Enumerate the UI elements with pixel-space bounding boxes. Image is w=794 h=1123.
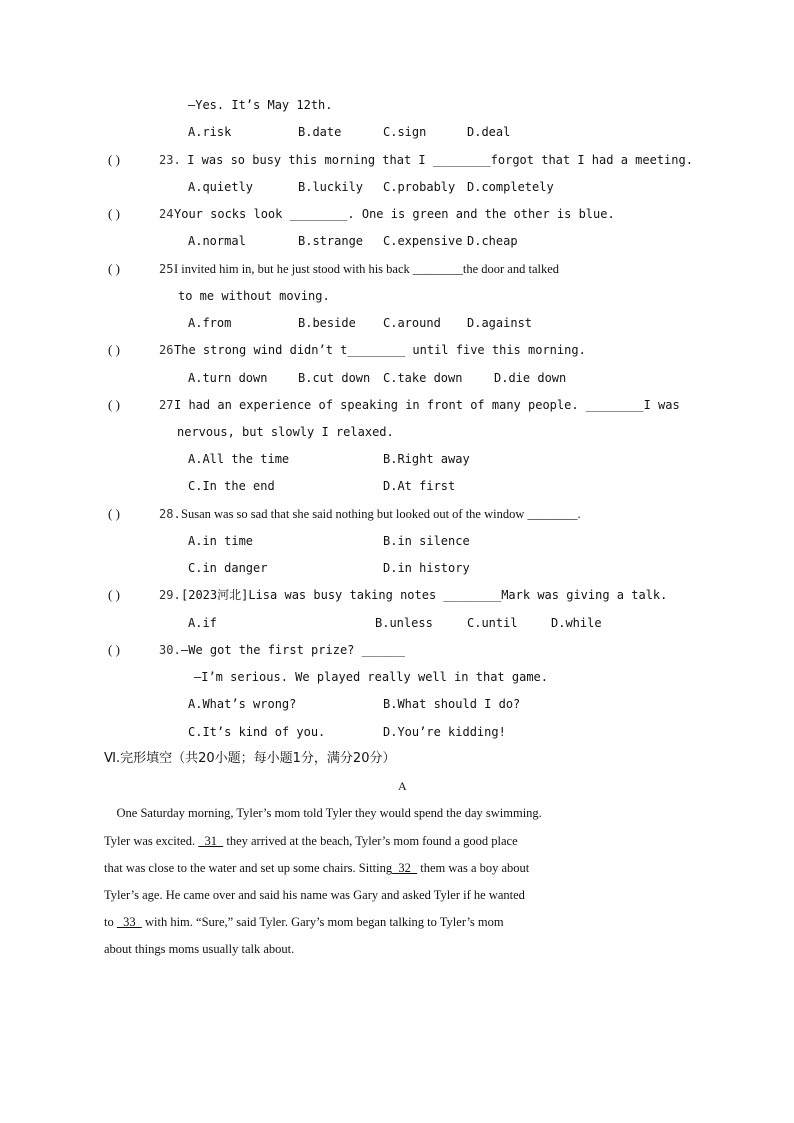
- q23-stem: I was so busy this morning that I ________forgot that I had a meeting.: [180, 153, 693, 167]
- q29-number: 29.: [159, 588, 181, 602]
- q28-stem: Susan was so sad that she said nothing but looked out of the window ________.: [181, 507, 581, 521]
- q28-option-b[interactable]: B.in silence: [383, 534, 470, 548]
- q30-option-b[interactable]: B.What should I do?: [383, 697, 521, 711]
- q24-answer-bracket[interactable]: ( ): [108, 206, 120, 221]
- q24-option-a[interactable]: A.normal: [188, 234, 246, 248]
- blank-33[interactable]: 33: [116, 915, 142, 929]
- q24-stem: Your socks look ________. One is green and the other is blue.: [174, 207, 615, 221]
- q27-answer-bracket[interactable]: ( ): [108, 397, 120, 412]
- q28-option-d[interactable]: D.in history: [383, 561, 470, 575]
- blank-31[interactable]: 31: [198, 834, 224, 848]
- q26-option-c[interactable]: C.take down: [383, 371, 463, 385]
- q27-stem: I had an experience of speaking in front of many people. ________I was: [174, 398, 680, 412]
- q22-answer-line: —Yes. It’s May 12th.: [188, 98, 333, 112]
- q29-option-b[interactable]: B.unless: [375, 616, 433, 630]
- passage-line-5: [104, 914, 504, 930]
- q30-option-c[interactable]: C.It’s kind of you.: [188, 725, 326, 739]
- q23-option-b[interactable]: B.luckily: [298, 180, 364, 194]
- q28-number: 28.: [159, 507, 181, 521]
- section-title: Ⅵ.完形填空（共20小题；每小题1分，满分20分）: [104, 751, 396, 766]
- q27-option-c[interactable]: C.In the end: [188, 479, 275, 493]
- q29-option-c[interactable]: C.until: [467, 616, 518, 630]
- q24-number: 24: [159, 207, 174, 221]
- q25-option-b[interactable]: B.beside: [298, 316, 356, 330]
- blank-32[interactable]: 32: [392, 861, 418, 875]
- q22-option-c[interactable]: C.sign: [383, 125, 427, 139]
- q22-option-b[interactable]: B.date: [298, 125, 342, 139]
- q22-option-d[interactable]: D.deal: [467, 125, 511, 139]
- q27-number: 27: [159, 398, 174, 412]
- q24-option-d[interactable]: D.cheap: [467, 234, 518, 248]
- q30-number: 30.: [159, 643, 181, 657]
- q29-stem: [2023河北]Lisa was busy taking notes ________Mark was giving a talk.: [181, 588, 668, 602]
- q23-number: 23.: [159, 153, 181, 167]
- q28-answer-bracket[interactable]: ( ): [108, 506, 120, 521]
- passage-text: they arrived at the beach, Tyler’s mom found a good place: [223, 834, 518, 848]
- q26-option-b[interactable]: B.cut down: [298, 371, 371, 385]
- q25-option-d[interactable]: D.against: [467, 316, 533, 330]
- q24-option-b[interactable]: B.strange: [298, 234, 364, 248]
- q29-option-a[interactable]: A.if: [188, 616, 217, 630]
- q23-answer-bracket[interactable]: ( ): [108, 152, 120, 167]
- q26-stem: The strong wind didn’t t________ until five this morning.: [174, 343, 586, 357]
- q25-option-c[interactable]: C.around: [383, 316, 441, 330]
- q25-number: 25: [159, 262, 174, 276]
- q22-option-a[interactable]: A.risk: [188, 125, 232, 139]
- passage-line-2: [104, 833, 518, 849]
- q30-option-d[interactable]: D.You’re kidding!: [383, 725, 506, 739]
- q23-option-c[interactable]: C.probably: [383, 180, 456, 194]
- q30-answer-bracket[interactable]: ( ): [108, 642, 120, 657]
- q23-option-a[interactable]: A.quietly: [188, 180, 254, 194]
- passage-line-3: [104, 860, 529, 876]
- q27-option-b[interactable]: B.Right away: [383, 452, 470, 466]
- passage-text: with him. “Sure,” said Tyler. Gary’s mom began talking to Tyler’s mom: [141, 915, 504, 929]
- q27-option-d[interactable]: D.At first: [383, 479, 456, 493]
- q28-option-a[interactable]: A.in time: [188, 534, 254, 548]
- passage-text: that was close to the water and set up some chairs. Sitting: [104, 861, 393, 875]
- q28-option-c[interactable]: C.in danger: [188, 561, 268, 575]
- q29-answer-bracket[interactable]: ( ): [108, 587, 120, 602]
- q26-option-d[interactable]: D.die down: [494, 371, 567, 385]
- q30-stem: —We got the first prize? ______: [181, 643, 405, 657]
- q29-option-d[interactable]: D.while: [551, 616, 602, 630]
- q26-answer-bracket[interactable]: ( ): [108, 342, 120, 357]
- q25-answer-bracket[interactable]: ( ): [108, 261, 120, 276]
- q27-stem-continued: nervous, but slowly I relaxed.: [177, 425, 394, 439]
- q27-option-a[interactable]: A.All the time: [188, 452, 290, 466]
- q30-stem-reply: —I’m serious. We played really well in that game.: [194, 670, 549, 684]
- q26-option-a[interactable]: A.turn down: [188, 371, 268, 385]
- q25-stem-continued: to me without moving.: [178, 289, 330, 303]
- passage-text: Tyler was excited.: [104, 834, 199, 848]
- q25-option-a[interactable]: A.from: [188, 316, 232, 330]
- passage-text: them was a boy about: [417, 861, 530, 875]
- q25-stem: I invited him in, but he just stood with his back ________the door and talked: [174, 262, 560, 276]
- passage-line-6: about things moms usually talk about.: [104, 942, 295, 956]
- passage-line-4: Tyler’s age. He came over and said his name was Gary and asked Tyler if he wanted: [104, 888, 525, 902]
- q24-option-c[interactable]: C.expensive: [383, 234, 463, 248]
- passage-text: to: [104, 915, 117, 929]
- q30-option-a[interactable]: A.What’s wrong?: [188, 697, 297, 711]
- q23-option-d[interactable]: D.completely: [467, 180, 554, 194]
- passage-line-1: One Saturday morning, Tyler’s mom told Tyler they would spend the day swimming.: [104, 806, 542, 820]
- q26-number: 26: [159, 343, 174, 357]
- passage-part-label: A: [398, 779, 407, 793]
